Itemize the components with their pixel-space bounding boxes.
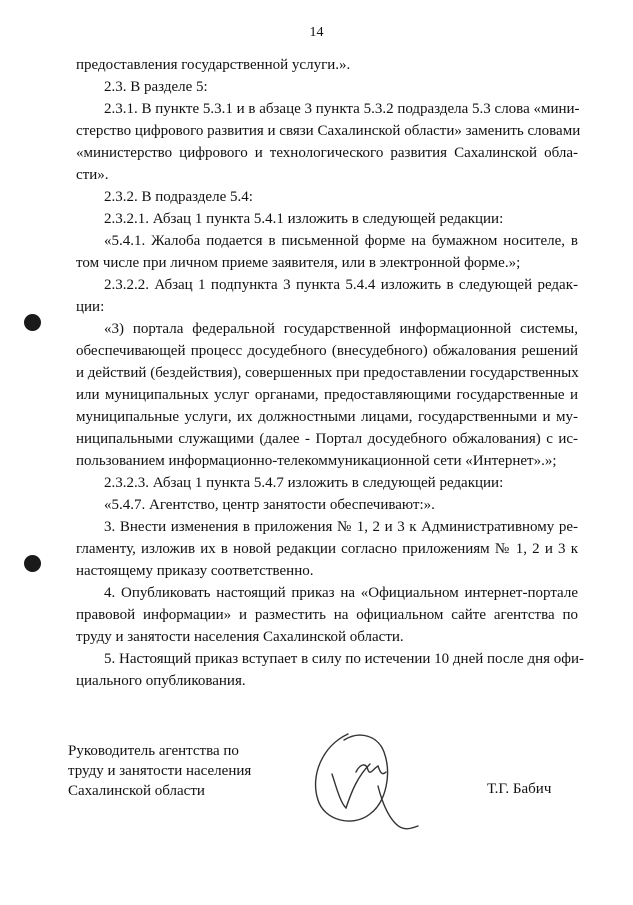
text-line: настоящему приказу соответственно.: [76, 563, 314, 579]
text-line: ции:: [76, 299, 105, 315]
signer-name: Т.Г. Бабич: [487, 781, 552, 797]
handwritten-signature: [300, 716, 430, 841]
text-line: 2.3.2.1. Абзац 1 пункта 5.4.1 изложить в следующей редакции:: [104, 211, 504, 227]
document-body: [76, 54, 585, 692]
signer-position-line: Руководитель агентства по: [68, 743, 239, 759]
signer-position-line: труду и занятости населения: [68, 763, 252, 779]
text-line: 3. Внести изменения в приложения № 1, 2 и 3 к Административному ре-: [104, 519, 578, 535]
text-line: пользованием информационно-телекоммуникационной сети «Интернет».»;: [76, 453, 557, 469]
text-line: сти».: [76, 167, 109, 183]
text-line: стерство цифрового развития и связи Сахалинской области» заменить словами: [76, 123, 581, 139]
text-line: обеспечивающей процесс досудебного (внесудебного) обжалования решений: [76, 343, 578, 359]
signer-position-line: Сахалинской области: [68, 783, 205, 799]
text-line: ниципальными служащими (далее - Портал досудебного обжалования) с ис-: [76, 431, 578, 447]
text-line: 4. Опубликовать настоящий приказ на «Официальном интернет-портале: [104, 585, 578, 601]
signer-position: [68, 741, 251, 801]
text-line: или муниципальных услуг органами, предоставляющими государственные и: [76, 387, 578, 403]
text-line: 5. Настоящий приказ вступает в силу по истечении 10 дней после дня офи-: [104, 651, 585, 667]
text-line: «5.4.7. Агентство, центр занятости обеспечивают:».: [104, 497, 435, 513]
text-line: «5.4.1. Жалоба подается в письменной форме на бумажном носителе, в: [104, 233, 578, 249]
text-line: «министерство цифрового и технологического развития Сахалинской обла-: [76, 145, 578, 161]
text-line: муниципальные услуги, их должностными лицами, государственными и му-: [76, 409, 578, 425]
text-line: и действий (бездействия), совершенных при предоставлении государственных: [76, 365, 579, 381]
text-line: 2.3.2.3. Абзац 1 пункта 5.4.7 изложить в следующей редакции:: [104, 475, 504, 491]
text-line: 2.3. В разделе 5:: [104, 79, 208, 95]
text-line: труду и занятости населения Сахалинской области.: [76, 629, 404, 645]
text-line: правовой информации» и разместить на официальном сайте агентства по: [76, 607, 578, 623]
text-line: «3) портала федеральной государственной информационной системы,: [104, 321, 578, 337]
text-line: 2.3.1. В пункте 5.3.1 и в абзаце 3 пункта 5.3.2 подраздела 5.3 слова «мини-: [104, 101, 580, 117]
text-line: предоставления государственной услуги.».: [76, 57, 351, 73]
page-number: 14: [309, 25, 324, 40]
text-line: циального опубликования.: [76, 673, 246, 689]
text-line: 2.3.2. В подразделе 5.4:: [104, 189, 253, 205]
text-line: том числе при личном приеме заявителя, или в электронной форме.»;: [76, 255, 521, 271]
text-line: 2.3.2.2. Абзац 1 подпункта 3 пункта 5.4.4 изложить в следующей редак-: [104, 277, 578, 293]
punch-hole: [24, 555, 41, 572]
punch-hole: [24, 314, 41, 331]
text-line: гламенту, изложив их в новой редакции согласно приложениям № 1, 2 и 3 к: [76, 541, 578, 557]
